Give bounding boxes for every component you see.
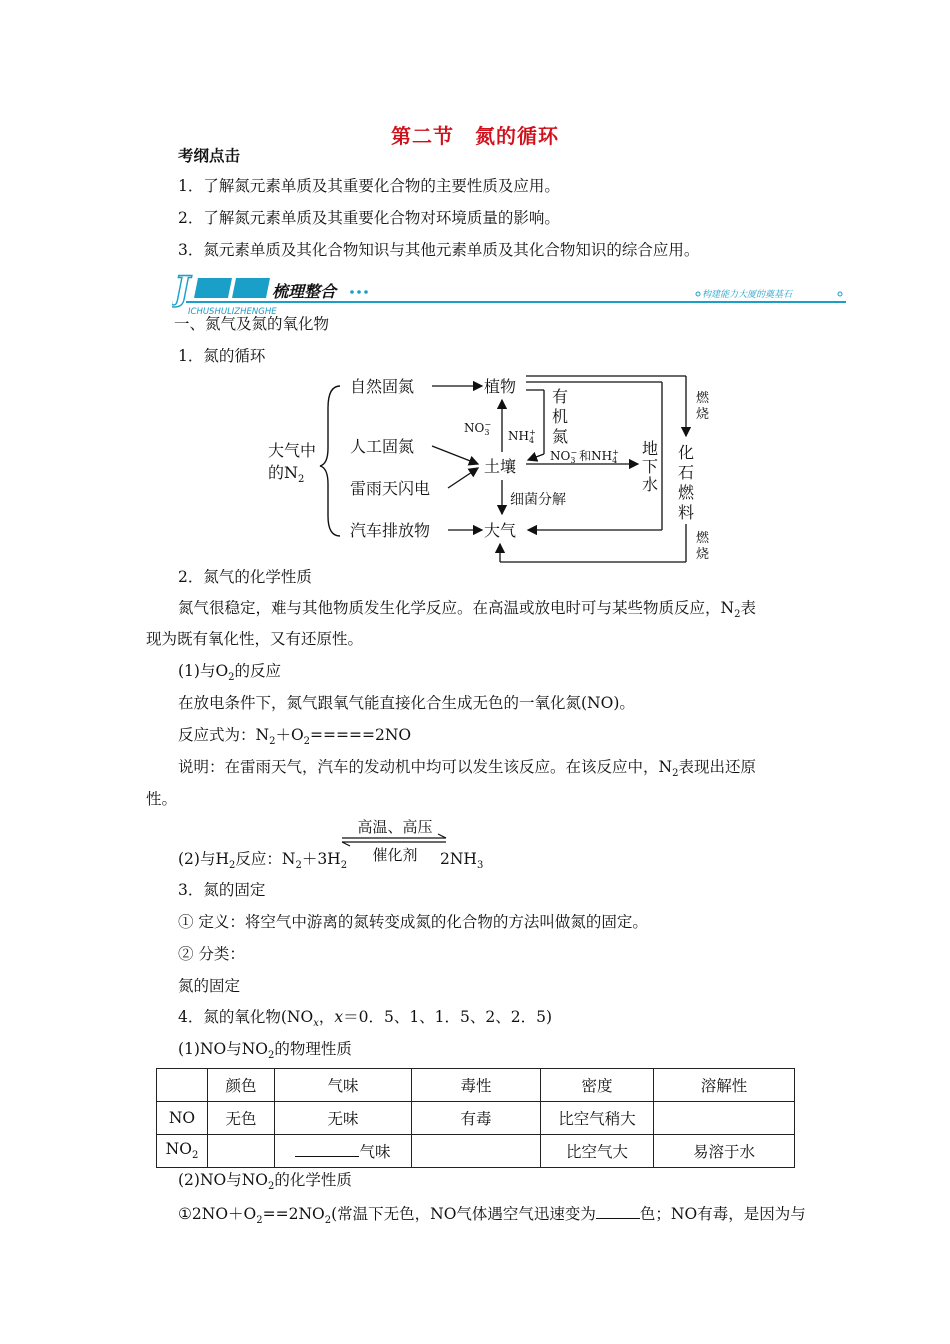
left-brace: [320, 386, 340, 536]
soil-groundwater-label: $NO_3-$ 和$NH_4+$: [550, 448, 619, 465]
outline-item-1: 1．了解氮元素单质及其重要化合物的主要性质及应用。: [178, 177, 560, 195]
fill-blank: [295, 1140, 359, 1157]
burn-top-2: 烧: [696, 407, 710, 422]
table-cell: 无色: [208, 1102, 275, 1135]
table-cell: 气味: [275, 1135, 412, 1168]
section2-para-b: 现为既有氧化性，又有还原性。: [146, 630, 364, 648]
burn-bottom-2: 烧: [696, 547, 710, 562]
banner-title: 梳理整合: [272, 282, 337, 301]
reaction2-equation: (2)与$H_2$反应：$N_2+3H_2$: [178, 850, 348, 872]
section-banner: [172, 270, 848, 320]
node-plants: 植物: [484, 377, 517, 396]
outline-item-3: 3．氮元素单质及其化合物知识与其他元素单质及其化合物知识的综合应用。: [178, 241, 700, 259]
fossil-2: 石: [678, 463, 695, 482]
table-row: [157, 1102, 795, 1135]
page-title: 第二节 氮的循环: [391, 124, 559, 148]
table-cell: [654, 1102, 795, 1135]
organic-n-2: 机: [552, 407, 569, 426]
note-b: 性。: [146, 790, 178, 808]
lightning-fixation: 雷雨天闪电: [350, 479, 431, 498]
reaction-condition: [340, 818, 450, 866]
table-header: [157, 1069, 208, 1102]
table-header: 气味: [275, 1069, 412, 1102]
section3-definition: ① 定义：将空气中游离的氮转变成氮的化合物的方法叫做氮的固定。: [178, 913, 648, 931]
table-cell: 无味: [275, 1102, 412, 1135]
natural-fixation: 自然固氮: [350, 377, 415, 396]
condition-bottom: 催化剂: [372, 846, 418, 864]
section3-classification: ② 分类：: [178, 945, 245, 963]
bacteria-label: 细菌分解: [510, 492, 566, 508]
table-header: 密度: [541, 1069, 654, 1102]
table-header: 溶解性: [654, 1069, 795, 1102]
nitrogen-cycle-diagram: [262, 368, 722, 568]
fossil-4: 料: [678, 503, 695, 522]
table-header: 毒性: [412, 1069, 541, 1102]
section4-heading: 4．氮的氧化物($NO_x$，x＝0．5、1、1．5、2、2．5): [178, 1008, 553, 1030]
banner-letter: J: [174, 270, 191, 309]
fill-blank: [596, 1202, 640, 1219]
table-cell: 比空气大: [541, 1135, 654, 1168]
outline-heading: 考纲点击: [178, 146, 241, 165]
banner-subtitle: ICHUSHULIZHENGHE: [188, 307, 277, 317]
reaction1-heading: (1)与$O_2$的反应: [178, 662, 282, 684]
node-soil: 土壤: [484, 457, 517, 476]
oxide-properties-table: [156, 1068, 795, 1168]
table-header: 颜色: [208, 1069, 275, 1102]
groundwater-1: 地: [642, 439, 659, 458]
no3-label: $NO_3-$: [464, 420, 492, 437]
note-a: 说明：在雷雨天气，汽车的发动机中均可以发生该反应。在该反应中，$N_2$表现出还原: [178, 758, 756, 780]
reaction2-product: $2NH_3$: [440, 850, 484, 872]
section4-sub2: (2)NO与$NO_2$的化学性质: [178, 1171, 352, 1193]
atmosphere-label-2: 的$N_2$: [268, 463, 305, 485]
groundwater-2: 下: [642, 457, 659, 476]
section3-heading: 3．氮的固定: [178, 881, 266, 899]
atmosphere-label-1: 大气中: [268, 441, 317, 460]
section4-last-line: $①2NO+O_2==2NO_2$(常温下无色，NO气体遇空气迅速变为 色；NO有毒，是因为与: [178, 1202, 806, 1231]
burn-top-1: 燃: [696, 391, 710, 406]
organic-n-1: 有: [552, 387, 569, 406]
table-cell: 易溶于水: [654, 1135, 795, 1168]
reaction1-desc: 在放电条件下，氮气跟氧气能直接化合生成无色的一氧化氮(NO)。: [178, 694, 635, 712]
nh4-label: $NH_4+$: [508, 428, 536, 445]
table-cell: [412, 1135, 541, 1168]
burn-bottom-1: 燃: [696, 531, 710, 546]
section3-fixation: 氮的固定: [178, 977, 241, 995]
reaction1-equation: 反应式为：$N_2+O_2=====2NO$: [178, 726, 412, 748]
exhaust-source: 汽车排放物: [350, 521, 431, 540]
groundwater-3: 水: [642, 475, 659, 494]
section2-para-a: 氮气很稳定，难与其他物质发生化学反应。在高温或放电时可与某些物质反应，$N_2$表: [178, 599, 756, 621]
table-cell: NO: [157, 1102, 208, 1135]
section1-sub1: 1．氮的循环: [178, 347, 266, 365]
table-cell: $NO_2$: [157, 1135, 208, 1168]
section2-heading: 2．氮气的化学性质: [178, 568, 312, 586]
organic-n-3: 氮: [552, 427, 569, 446]
section4-sub1: (1)NO与$NO_2$的物理性质: [178, 1040, 352, 1062]
fossil-3: 燃: [678, 483, 695, 502]
condition-top: 高温、高压: [357, 818, 433, 836]
node-air: 大气: [484, 521, 517, 540]
table-header-row: [157, 1069, 795, 1102]
banner-slogan: 构建能力大厦的奠基石: [702, 290, 793, 300]
section1-heading: 一、氮气及氮的氧化物: [174, 315, 330, 333]
table-cell: 比空气稍大: [541, 1102, 654, 1135]
table-cell: [208, 1135, 275, 1168]
table-cell: 有毒: [412, 1102, 541, 1135]
outline-item-2: 2．了解氮元素单质及其重要化合物对环境质量的影响。: [178, 209, 560, 227]
table-row: [157, 1135, 795, 1168]
fossil-1: 化: [678, 443, 695, 462]
artificial-fixation: 人工固氮: [350, 437, 415, 456]
